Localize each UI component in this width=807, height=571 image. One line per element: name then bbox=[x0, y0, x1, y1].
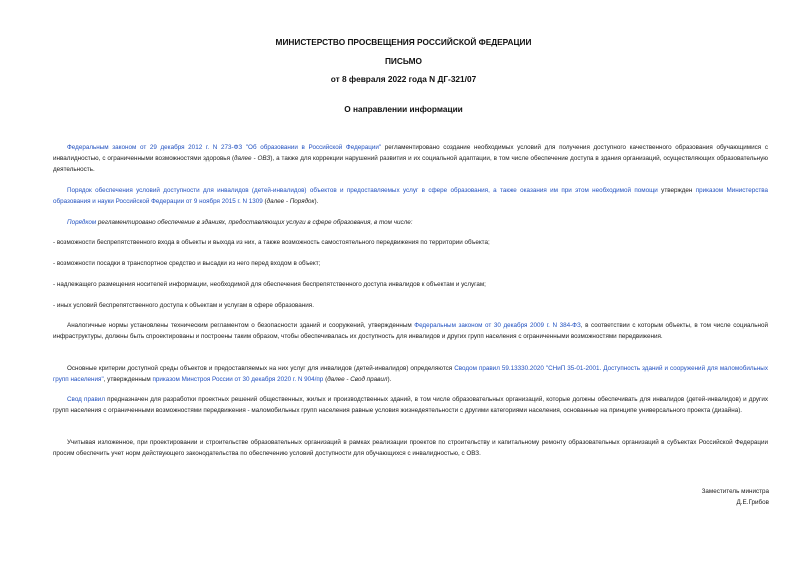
p5-text-3: ( bbox=[323, 376, 328, 383]
list-item: - возможности беспрепятственного входа в объекты и выхода из них, а также возможность самостоятельного передвижения по территории объекта; bbox=[53, 239, 490, 246]
p7-text-1: Учитывая изложенное, при проектировании и строительстве образовательных организаций в рамках реализации проектов по строительству и капитальному ремонту образовательных организаций в субъектах Российской Федерации просим обеспечить учет норм действующего законодательства по обеспечению условий доступности для обучающихся с инвалидностью, с ОВЗ. bbox=[53, 439, 768, 457]
p5-text-4: ). bbox=[387, 376, 392, 383]
link-federal-law-384[interactable]: Федеральным законом от 30 декабря 2009 г. N 384-ФЗ bbox=[414, 322, 581, 329]
paragraph-4 bbox=[53, 320, 768, 342]
p3-italic: регламентировано обеспечение в зданиях, предоставляющих услуги в сфере образования, в том числе: bbox=[96, 219, 413, 226]
p1-text-1: регламентировано создание необходимых условий для получения доступного качественного образования обучающимися с инвалидностью, с ограниченными возможностями здоровья ( bbox=[53, 144, 768, 162]
signature-position: Заместитель министра bbox=[701, 488, 769, 495]
paragraph-7 bbox=[53, 437, 768, 459]
list-item: - возможности посадки в транспортное средство и высадки из него перед входом в объект; bbox=[53, 260, 321, 267]
p4-text-1: Аналогичные нормы установлены техническим регламентом о безопасности зданий и сооружений, утвержденным bbox=[67, 322, 415, 329]
link-order-1309[interactable]: приказом Министерства образования и науки Российской Федерации от 9 ноября 2015 г. N 1309 bbox=[53, 187, 769, 205]
document-type: ПИСЬМО bbox=[384, 56, 423, 66]
signature-name: Д.Е.Грибов bbox=[736, 499, 769, 506]
list-item: - надлежащего размещения носителей информации, необходимой для обеспечения беспрепятственного доступа инвалидов к объектам и услугам; bbox=[53, 281, 486, 288]
p1-text-2: ), а также для коррекции нарушений развития и их социальной адаптации, в том числе обеспечение доступа в здания организаций, осуществляющих образовательную деятельность. bbox=[53, 155, 768, 173]
p6-text-1: предназначен для разработки проектных решений общественных, жилых и производственных зданий, в том числе образовательных организаций, которые должны обеспечивать для инвалидов (детей-инвалидов) и других групп населения с ограниченными возможностями передвижения - маломобильных групп населения равные условия жизнедеятельности с другими категориями населения, основанные на принципе универсального проекта (дизайна). bbox=[53, 396, 769, 414]
ministry-title: МИНИСТЕРСТВО ПРОСВЕЩЕНИЯ РОССИЙСКОЙ ФЕДЕРАЦИИ bbox=[275, 37, 532, 47]
list-item: - иных условий беспрепятственного доступа к объектам и услугам в сфере образования. bbox=[53, 302, 314, 309]
paragraph-6 bbox=[53, 394, 768, 416]
paragraph-5 bbox=[53, 363, 768, 385]
link-accessibility-procedure[interactable]: Порядок обеспечения условий доступности для инвалидов (детей-инвалидов) объектов и предоставляемых услуг в сфере образования, а также оказания им при этом необходимой помощи bbox=[67, 187, 658, 194]
p2-text-3: ). bbox=[314, 198, 319, 205]
p1-italic: далее - ОВЗ bbox=[234, 155, 271, 162]
p5-text-1: Основные критерии доступной среды объектов и предоставляемых на них услуг для инвалидов (детей-инвалидов) определяются bbox=[67, 365, 455, 372]
paragraph-3 bbox=[53, 217, 768, 228]
p5-text-2: , утвержденным bbox=[103, 376, 153, 383]
link-federal-law-273[interactable]: Федеральным законом от 29 декабря 2012 г. N 273-ФЗ "Об образовании в Российской Федерации" bbox=[67, 144, 382, 151]
link-code-of-rules[interactable]: Сводом правил 59.13330.2020 "СНиП 35-01-2001. Доступность зданий и сооружений для маломобильных групп населения" bbox=[53, 365, 768, 383]
p5-italic: далее - Свод правил bbox=[327, 376, 388, 383]
document-date-number: от 8 февраля 2022 года N ДГ-321/07 bbox=[330, 74, 477, 84]
p2-text-2: ( bbox=[262, 198, 267, 205]
document-subject: О направлении информации bbox=[344, 104, 463, 114]
link-code-of-rules-short[interactable]: Свод правил bbox=[67, 396, 105, 403]
paragraph-1 bbox=[53, 142, 768, 175]
p2-text-1: утвержден bbox=[657, 187, 696, 194]
link-procedure[interactable]: Порядком bbox=[67, 219, 97, 226]
p4-text-2: , в соответствии с которым объекты, в том числе социальной инфраструктуры, должны быть спроектированы и построены таким образом, чтобы обеспечивалась их доступность для инвалидов и других групп населения с ограниченными возможностями передвижения. bbox=[53, 322, 768, 340]
p2-italic: далее - Порядок bbox=[266, 198, 315, 205]
link-minstroy-order[interactable]: приказом Минстроя России от 30 декабря 2020 г. N 904/пр bbox=[152, 376, 324, 383]
paragraph-2 bbox=[53, 185, 768, 207]
